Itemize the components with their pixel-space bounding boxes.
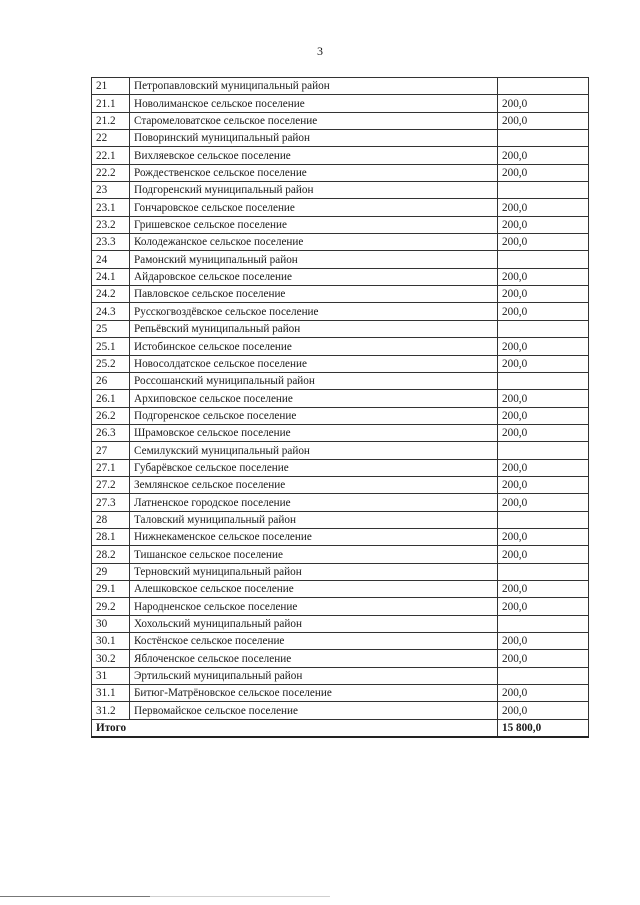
- table-row: [92, 407, 589, 424]
- table-row: [92, 95, 589, 112]
- row-number-cell: 21.2: [92, 112, 130, 129]
- row-name-cell: Старомеловатское сельское поселение: [130, 112, 498, 129]
- row-amount-cell: 200,0: [498, 494, 589, 511]
- row-name-cell: Подгоренское сельское поселение: [130, 407, 498, 424]
- row-number-cell: 22.2: [92, 164, 130, 181]
- row-number-cell: 31: [92, 667, 130, 684]
- row-number-cell: 23.3: [92, 234, 130, 251]
- row-amount-cell: 200,0: [498, 702, 589, 719]
- row-number-cell: 26.1: [92, 390, 130, 407]
- row-amount-cell: [498, 251, 589, 268]
- table-row: [92, 685, 589, 702]
- table-row: [92, 494, 589, 511]
- row-name-cell: Хохольский муниципальный район: [130, 615, 498, 632]
- row-amount-cell: 200,0: [498, 528, 589, 545]
- row-name-cell: Архиповское сельское поселение: [130, 390, 498, 407]
- total-label: Итого: [92, 719, 498, 737]
- row-name-cell: Народненское сельское поселение: [130, 598, 498, 615]
- table-row: [92, 390, 589, 407]
- table-row: [92, 546, 589, 563]
- row-number-cell: 23: [92, 182, 130, 199]
- row-number-cell: 29.1: [92, 580, 130, 597]
- row-amount-cell: 200,0: [498, 650, 589, 667]
- row-name-cell: Колодежанское сельское поселение: [130, 234, 498, 251]
- row-amount-cell: [498, 372, 589, 389]
- table-row: [92, 234, 589, 251]
- row-amount-cell: 200,0: [498, 459, 589, 476]
- table-row: [92, 164, 589, 181]
- table-row: [92, 338, 589, 355]
- row-name-cell: Таловский муниципальный район: [130, 511, 498, 528]
- row-name-cell: Первомайское сельское поселение: [130, 702, 498, 719]
- row-number-cell: 29: [92, 563, 130, 580]
- table-row: [92, 286, 589, 303]
- row-name-cell: Латненское городское поселение: [130, 494, 498, 511]
- table-row: [92, 667, 589, 684]
- row-amount-cell: 200,0: [498, 546, 589, 563]
- row-number-cell: 27.2: [92, 476, 130, 493]
- table-row: [92, 702, 589, 719]
- row-name-cell: Вихляевское сельское поселение: [130, 147, 498, 164]
- row-number-cell: 24.2: [92, 286, 130, 303]
- row-amount-cell: [498, 615, 589, 632]
- row-number-cell: 28: [92, 511, 130, 528]
- footer-line: [0, 896, 150, 897]
- row-name-cell: Яблоченское сельское поселение: [130, 650, 498, 667]
- row-number-cell: 27.3: [92, 494, 130, 511]
- row-number-cell: 24: [92, 251, 130, 268]
- row-name-cell: Русскогвоздёвское сельское поселение: [130, 303, 498, 320]
- table-row: [92, 633, 589, 650]
- row-number-cell: 30.2: [92, 650, 130, 667]
- row-name-cell: Тишанское сельское поселение: [130, 546, 498, 563]
- row-number-cell: 24.1: [92, 268, 130, 285]
- row-number-cell: 23.1: [92, 199, 130, 216]
- row-amount-cell: 200,0: [498, 303, 589, 320]
- table-row: [92, 528, 589, 545]
- row-number-cell: 22: [92, 130, 130, 147]
- row-amount-cell: 200,0: [498, 95, 589, 112]
- row-number-cell: 31.1: [92, 685, 130, 702]
- table-row: [92, 598, 589, 615]
- row-amount-cell: 200,0: [498, 338, 589, 355]
- row-number-cell: 26: [92, 372, 130, 389]
- row-name-cell: Костёнское сельское поселение: [130, 633, 498, 650]
- table-row: [92, 476, 589, 493]
- row-number-cell: 28.2: [92, 546, 130, 563]
- row-name-cell: Шрамовское сельское поселение: [130, 424, 498, 441]
- row-name-cell: Истобинское сельское поселение: [130, 338, 498, 355]
- row-name-cell: Семилукский муниципальный район: [130, 442, 498, 459]
- row-amount-cell: [498, 667, 589, 684]
- table-row: [92, 182, 589, 199]
- row-name-cell: Рамонский муниципальный район: [130, 251, 498, 268]
- row-amount-cell: [498, 320, 589, 337]
- table-row: [92, 251, 589, 268]
- row-name-cell: Эртильский муниципальный район: [130, 667, 498, 684]
- table-row: [92, 563, 589, 580]
- table-row: [92, 615, 589, 632]
- total-row: [92, 719, 589, 737]
- table-row: [92, 216, 589, 233]
- table-row: [92, 303, 589, 320]
- row-amount-cell: [498, 511, 589, 528]
- row-number-cell: 22.1: [92, 147, 130, 164]
- row-name-cell: Битюг-Матрёновское сельское поселение: [130, 685, 498, 702]
- row-number-cell: 27.1: [92, 459, 130, 476]
- row-amount-cell: 200,0: [498, 112, 589, 129]
- row-amount-cell: [498, 182, 589, 199]
- table-row: [92, 199, 589, 216]
- row-name-cell: Нижнекаменское сельское поселение: [130, 528, 498, 545]
- row-amount-cell: 200,0: [498, 633, 589, 650]
- row-number-cell: 25: [92, 320, 130, 337]
- total-amount: 15 800,0: [498, 719, 589, 737]
- table-row: [92, 511, 589, 528]
- row-amount-cell: 200,0: [498, 164, 589, 181]
- table-row: [92, 268, 589, 285]
- row-name-cell: Гончаровское сельское поселение: [130, 199, 498, 216]
- row-name-cell: Подгоренский муниципальный район: [130, 182, 498, 199]
- row-name-cell: Айдаровское сельское поселение: [130, 268, 498, 285]
- row-name-cell: Алешковское сельское поселение: [130, 580, 498, 597]
- table-row: [92, 650, 589, 667]
- page-number: 3: [317, 44, 323, 58]
- row-amount-cell: [498, 130, 589, 147]
- row-number-cell: 25.2: [92, 355, 130, 372]
- footer-rule: [150, 896, 330, 897]
- row-name-cell: Павловское сельское поселение: [130, 286, 498, 303]
- table-body: [92, 78, 589, 738]
- table-row: [92, 580, 589, 597]
- row-number-cell: 28.1: [92, 528, 130, 545]
- row-amount-cell: 200,0: [498, 199, 589, 216]
- row-name-cell: Петропавловский муниципальный район: [130, 78, 498, 95]
- row-amount-cell: 200,0: [498, 216, 589, 233]
- table-row: [92, 355, 589, 372]
- row-name-cell: Новолиманское сельское поселение: [130, 95, 498, 112]
- row-amount-cell: 200,0: [498, 234, 589, 251]
- row-number-cell: 21: [92, 78, 130, 95]
- row-amount-cell: [498, 563, 589, 580]
- table-row: [92, 78, 589, 95]
- row-name-cell: Репьёвский муниципальный район: [130, 320, 498, 337]
- row-number-cell: 29.2: [92, 598, 130, 615]
- row-name-cell: Землянское сельское поселение: [130, 476, 498, 493]
- row-name-cell: Терновский муниципальный район: [130, 563, 498, 580]
- row-amount-cell: 200,0: [498, 598, 589, 615]
- row-name-cell: Новосолдатское сельское поселение: [130, 355, 498, 372]
- row-number-cell: 30.1: [92, 633, 130, 650]
- row-amount-cell: 200,0: [498, 476, 589, 493]
- row-name-cell: Рождественское сельское поселение: [130, 164, 498, 181]
- row-amount-cell: 200,0: [498, 580, 589, 597]
- row-amount-cell: 200,0: [498, 685, 589, 702]
- allocation-table: [91, 77, 589, 738]
- row-amount-cell: 200,0: [498, 268, 589, 285]
- row-amount-cell: 200,0: [498, 407, 589, 424]
- row-amount-cell: 200,0: [498, 286, 589, 303]
- row-number-cell: 23.2: [92, 216, 130, 233]
- row-amount-cell: [498, 442, 589, 459]
- row-amount-cell: 200,0: [498, 390, 589, 407]
- row-amount-cell: 200,0: [498, 147, 589, 164]
- row-number-cell: 30: [92, 615, 130, 632]
- row-amount-cell: 200,0: [498, 355, 589, 372]
- allocation-table-wrapper: [91, 77, 588, 738]
- row-name-cell: Поворинский муниципальный район: [130, 130, 498, 147]
- table-row: [92, 424, 589, 441]
- row-number-cell: 21.1: [92, 95, 130, 112]
- row-number-cell: 26.3: [92, 424, 130, 441]
- row-number-cell: 25.1: [92, 338, 130, 355]
- row-amount-cell: 200,0: [498, 424, 589, 441]
- row-number-cell: 26.2: [92, 407, 130, 424]
- row-name-cell: Россошанский муниципальный район: [130, 372, 498, 389]
- row-number-cell: 31.2: [92, 702, 130, 719]
- row-number-cell: 24.3: [92, 303, 130, 320]
- row-number-cell: 27: [92, 442, 130, 459]
- table-row: [92, 442, 589, 459]
- table-row: [92, 147, 589, 164]
- table-row: [92, 320, 589, 337]
- table-row: [92, 372, 589, 389]
- table-row: [92, 130, 589, 147]
- row-name-cell: Губарёвское сельское поселение: [130, 459, 498, 476]
- table-row: [92, 459, 589, 476]
- row-amount-cell: [498, 78, 589, 95]
- table-row: [92, 112, 589, 129]
- row-name-cell: Гришевское сельское поселение: [130, 216, 498, 233]
